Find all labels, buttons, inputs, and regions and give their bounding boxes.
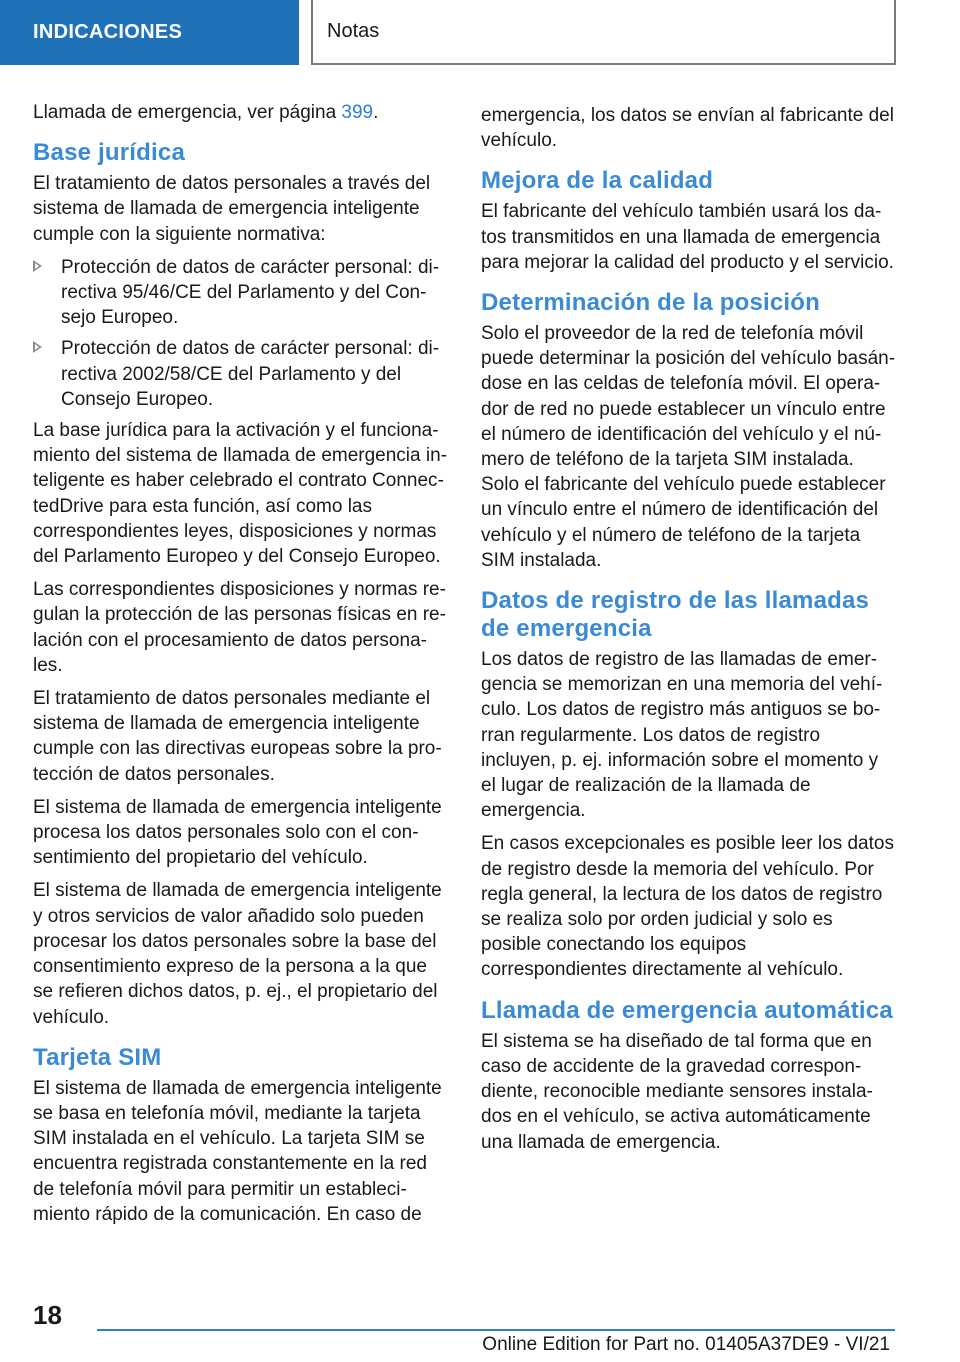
intro-text: Llamada de emergencia, ver página — [33, 102, 342, 123]
footer-divider — [97, 1329, 895, 1331]
heading-base-juridica: Base jurídica — [33, 139, 186, 167]
paragraph: El tratamiento de datos personales a través del sistema de llamada de emergencia inteligente cumple con la siguiente normativa: — [33, 173, 431, 245]
heading-llamada-automatica: Llamada de emergencia automática — [481, 996, 893, 1024]
paragraph: En casos excepcionales es posible leer los datos de registro desde la memoria del vehículo. Por regla general, la lectura de los datos de registro se realiza solo por orden judicial y solo es posible conectando los equipos correspondientes directamente al vehículo. — [481, 833, 894, 981]
section-tab: INDICACIONES — [0, 0, 299, 65]
paragraph: El sistema de llamada de emergencia inteligente y otros servicios de valor añadido solo pueden procesar los datos personales sobre la base del consentimiento expreso de la persona a la que se refieren dichos datos, p. ej., el propietario del vehículo. — [33, 880, 442, 1028]
heading-tarjeta-sim: Tarjeta SIM — [33, 1043, 162, 1071]
triangle-bullet-icon — [33, 341, 42, 353]
bullet-list — [33, 255, 449, 412]
paragraph: emergencia, los datos se envían al fabricante del vehículo. — [481, 105, 894, 152]
intro-paragraph — [33, 100, 449, 125]
paragraph: La base jurídica para la activación y el funcionamiento del sistema de llamada de emergencia inteligente es haber celebrado el contrato ConnectedDrive para esta función, así como las correspondientes leyes, disposiciones y normas del Parlamento Europeo y del Consejo Europeo. — [33, 420, 447, 568]
heading-datos-registro: Datos de registro de las llamadas de emergencia — [481, 587, 870, 643]
paragraph: El tratamiento de datos personales mediante el sistema de llamada de emergencia inteligente cumple con las directivas europeas sobre la protección de datos personales. — [33, 688, 442, 785]
subsection-title: Notas — [311, 0, 896, 65]
list-item — [33, 336, 449, 412]
paragraph: El sistema se ha diseñado de tal forma que en caso de accidente de la gravedad correspondiente, reconocible mediante sensores instalados en el vehículo, se activa automáticamente una llamada de emergencia. — [481, 1030, 873, 1153]
heading-determinacion-posicion: Determinación de la posición — [481, 289, 821, 317]
list-item-text: Protección de datos de carácter personal: directiva 2002/58/CE del Parlamento y del Consejo Europeo. — [61, 338, 440, 410]
triangle-bullet-icon — [33, 260, 42, 272]
right-column — [481, 103, 897, 1163]
paragraph: El sistema de llamada de emergencia inteligente procesa los datos personales solo con el consentimiento del propietario del vehículo. — [33, 796, 442, 869]
heading-mejora-calidad: Mejora de la calidad — [481, 167, 714, 195]
footer-edition: Online Edition for Part no. 01405A37DE9 - VI/21 — [482, 1334, 890, 1355]
paragraph: El sistema de llamada de emergencia inteligente se basa en telefonía móvil, mediante la tarjeta SIM instalada en el vehículo. La tarjeta SIM se encuentra registrada constantemente en la red de telefonía móvil para permitir un establecimiento rápido de la comunicación. En caso de — [33, 1077, 442, 1225]
paragraph: Los datos de registro de las llamadas de emergencia se memorizan en una memoria del vehículo. Los datos de registro más antiguos se borran regularmente. Los datos de registro incluyen, p. ej. información sobre el momento y el lugar de realización de la llamada de emergencia. — [481, 649, 883, 822]
paragraph: Las correspondientes disposiciones y normas regulan la protección de las personas físicas en relación con el procesamiento de datos personales. — [33, 579, 446, 676]
paragraph: Solo el proveedor de la red de telefonía móvil puede determinar la posición del vehículo basándose en las celdas de telefonía móvil. El operador de red no puede establecer un vínculo entre el número de identificación del vehículo y el número de teléfono de la tarjeta SIM instalada. Solo el fabricante del vehículo puede establecer un vínculo entre el número de identificación del vehículo y el número de teléfono de la tarjeta SIM instalada. — [481, 323, 896, 571]
list-item — [33, 255, 449, 331]
intro-suffix: . — [373, 102, 379, 123]
page-number: 18 — [33, 1300, 62, 1330]
left-column — [33, 100, 449, 1235]
list-item-text: Protección de datos de carácter personal: directiva 95/46/CE del Parlamento y del Consejo Europeo. — [61, 256, 440, 329]
page-link[interactable]: 399 — [341, 102, 374, 123]
paragraph: El fabricante del vehículo también usará los datos transmitidos en una llamada de emergencia para mejorar la calidad del producto y el servicio. — [481, 201, 894, 273]
